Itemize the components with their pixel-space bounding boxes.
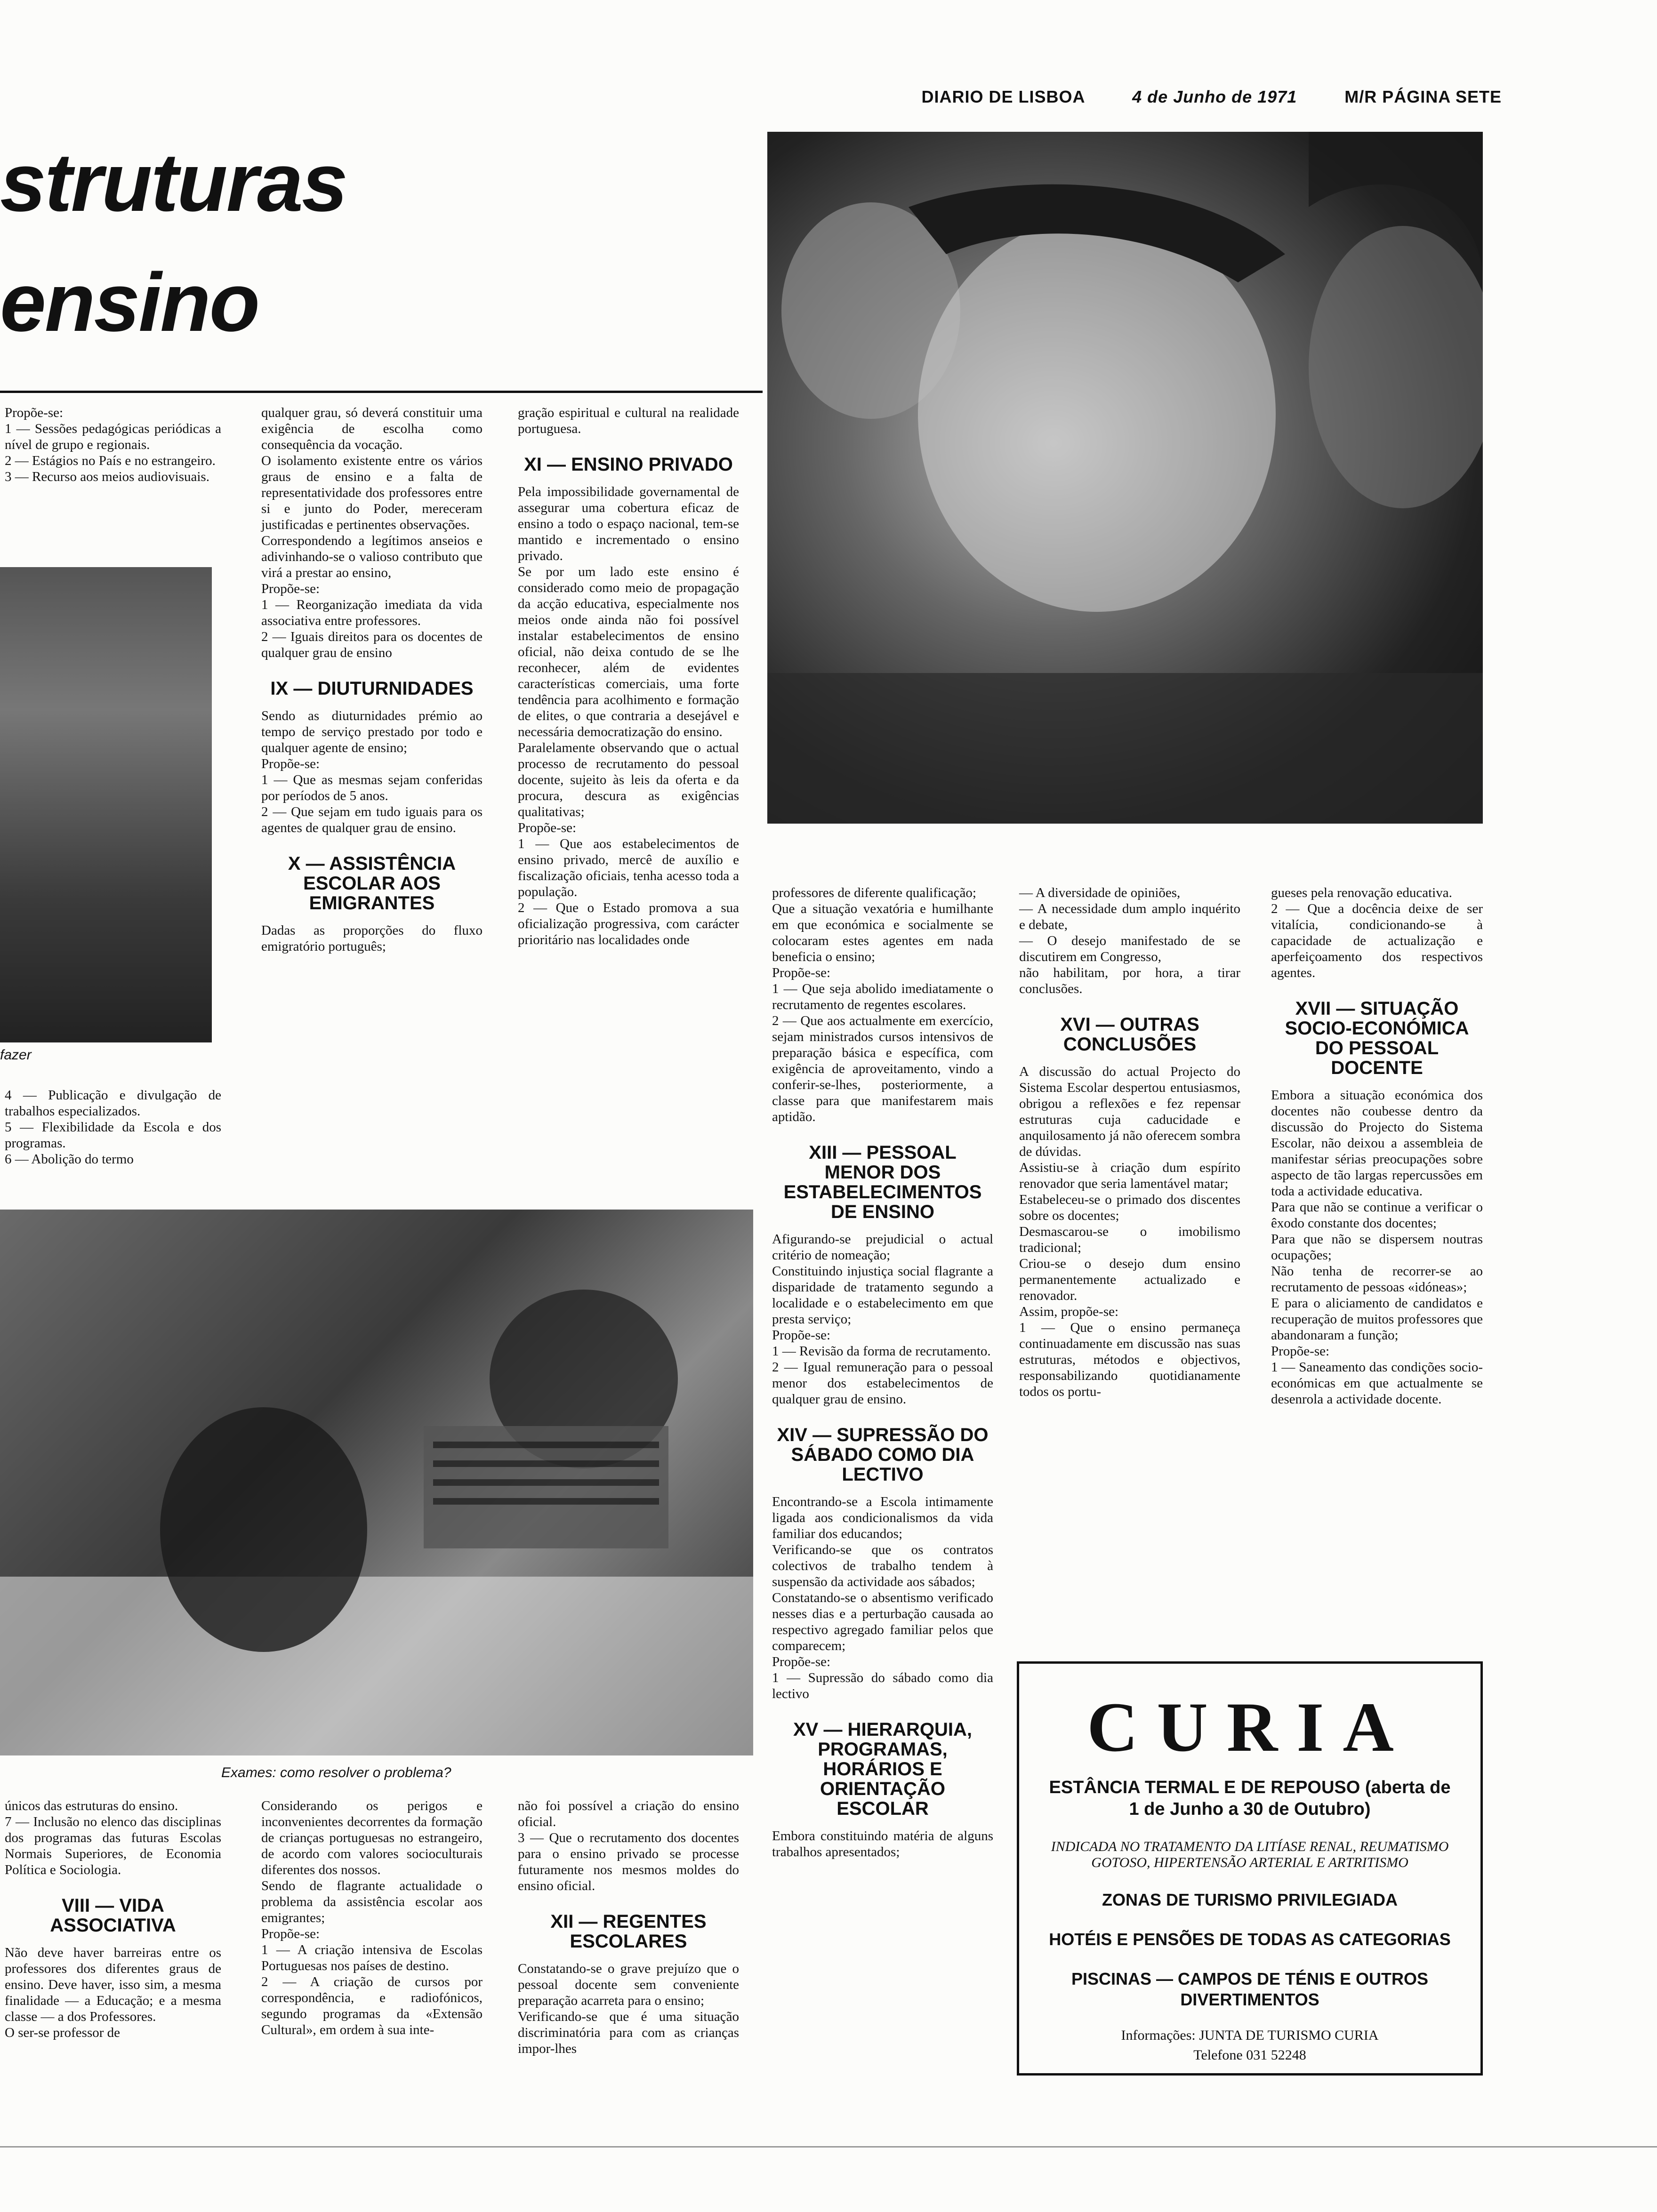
paragraph: 3 — Que o recrutamento dos docentes para o ensino privado se processe futuramente nos mesmos moldes do ensino oficial. — [518, 1830, 739, 1893]
paragraph: Se por um lado este ensino é considerado como meio de propagação da acção educativa, especialmente nos meios onde ainda não foi possível instalar estabelecimentos de ensino oficial, não deixa contudo de se lhe reconhecer, além de evidentes características comerciais, uma forte tendência para acolhimento e formação de elites, o que contraria a desejável e necessária democratização do ensino. — [518, 564, 739, 739]
paragraph: Pela impossibilidade governamental de assegurar uma cobertura eficaz de ensino a todo o espaço nacional, tem-se mantido e incrementado o ensino privado. — [518, 484, 739, 563]
paragraph: 1 — Que o ensino permaneça continuadamente em discussão nas suas estruturas, métodos e objectivos, responsabilizando quotidianamente todos os portu- — [1019, 1320, 1240, 1399]
paragraph: não foi possível a criação do ensino oficial. — [518, 1798, 739, 1829]
paragraph: 1 — Revisão da forma de recrutamento. — [772, 1344, 991, 1359]
paragraph: Constatando-se o absentismo verificado nesses dias e a perturbação causada ao respectivo agregado familiar pelos que comparecem; — [772, 1590, 993, 1653]
paragraph: 2 — Igual remuneração para o pessoal menor dos estabelecimentos de qualquer grau de ensino. — [772, 1360, 993, 1407]
paragraph: Sendo as diuturnidades prémio ao tempo de serviço prestado por todo e qualquer agente de ensino; — [261, 708, 483, 755]
ad-line-tourism: ZONAS DE TURISMO PRIVILEGIADA — [1102, 1890, 1398, 1909]
paragraph: Constatando-se o grave prejuízo que o pessoal docente sem conveniente preparação acarreta para o ensino; — [518, 1961, 739, 2008]
paragraph: qualquer grau, só deverá constituir uma exigência de escolha como consequência da vocação. — [261, 405, 483, 452]
paragraph: não habilitam, por hora, a tirar conclusões. — [1019, 965, 1240, 996]
column-a-bottom — [5, 1798, 221, 2041]
section-title-xii: XII — REGENTES ESCOLARES — [550, 1911, 707, 1952]
paragraph: Embora constituindo matéria de alguns trabalhos apresentados; — [772, 1828, 993, 1859]
column-f — [1271, 885, 1483, 1407]
section-title-xv: XV — HIERARQUIA, PROGRAMAS, HORÁRIOS E ORIENTAÇÃO ESCOLAR — [793, 1719, 973, 1819]
column-c-top — [518, 405, 739, 948]
paragraph: Propõe-se: — [5, 405, 64, 420]
paragraph: 7 — Inclusão no elenco das disciplinas dos programas das futuras Escolas Normais Superiores, de Economia Política e Sociologia. — [5, 1814, 221, 1877]
paragraph: Assim, propõe-se: — [1019, 1304, 1119, 1319]
paragraph: 1 — A criação intensiva de Escolas Portuguesas nos países de destino. — [261, 1942, 483, 1973]
page-number: M/R PÁGINA SETE — [1344, 87, 1502, 106]
outdoor-photo — [0, 567, 212, 1042]
paragraph: 2 — A criação de cursos por correspondência, e radiofónicos, segundo programas da «Extensão Cultural», em ordem à sua inte- — [261, 1974, 483, 2037]
paragraph: Para que não se dispersem noutras ocupações; — [1271, 1232, 1483, 1263]
paragraph: professores de diferente qualificação; — [772, 885, 976, 900]
paragraph: Encontrando-se a Escola intimamente ligada aos condicionalismos da vida familiar dos educandos; — [772, 1494, 993, 1541]
paragraph: Considerando os perigos e inconvenientes decorrentes da formação de crianças portuguesas no estrangeiro, de acordo com valores socioculturais diferentes dos nossos. — [261, 1798, 483, 1877]
section-title-xvi: XVI — OUTRAS CONCLUSÕES — [1060, 1014, 1199, 1055]
ad-line-pools: PISCINAS — CAMPOS DE TÉNIS E OUTROS DIVERTIMENTOS — [1071, 1969, 1429, 2009]
section-title-xiv: XIV — SUPRESSÃO DO SÁBADO COMO DIA LECTIVO — [777, 1425, 989, 1485]
paragraph: 1 — Sessões pedagógicas periódicas a nível de grupo e regionais. — [5, 421, 221, 452]
paragraph: 1 — Reorganização imediata da vida associativa entre professores. — [261, 597, 483, 628]
column-b-bottom — [261, 1798, 483, 2038]
paragraph: Verificando-se que é uma situação discriminatória para com as crianças impor-lhes — [518, 2009, 739, 2056]
ad-line-hotels: HOTÉIS E PENSÕES DE TODAS AS CATEGORIAS — [1049, 1930, 1451, 1949]
paragraph: Propõe-se: — [261, 581, 320, 596]
paragraph: 3 — Recurso aos meios audiovisuais. — [5, 469, 209, 484]
paragraph: Não tenha de recorrer-se ao recrutamento de pessoas «idóneas»; — [1271, 1264, 1483, 1295]
paragraph: Desmascarou-se o imobilismo tradicional; — [1019, 1224, 1240, 1255]
children-photo-illustration — [767, 132, 1483, 824]
newspaper-name: DIARIO DE LISBOA — [921, 87, 1085, 106]
column-e — [1019, 885, 1240, 1400]
paragraph: A discussão do actual Projecto do Sistema Escolar despertou entusiasmos, obrigou a reflexões e fez repensar estruturas cuja caducidade e anquilosamento já não oferecem sombra de dúvidas. — [1019, 1064, 1240, 1159]
paragraph: Afigurando-se prejudicial o actual critério de nomeação; — [772, 1232, 993, 1263]
headline-rule — [0, 391, 763, 393]
paragraph: Propõe-se: — [772, 1328, 831, 1343]
paragraph: Verificando-se que os contratos colectivos de trabalho tendem à suspensão da actividade aos sábados; — [772, 1542, 993, 1589]
paragraph: O isolamento existente entre os vários graus de ensino e a falta de representatividade dos professores entre si e junto do Poder, mereceram justificadas e pertinentes observações. — [261, 453, 483, 532]
bottom-rule — [0, 2146, 1657, 2148]
paragraph: Criou-se o desejo dum ensino permanentemente actualizado e renovador. — [1019, 1256, 1240, 1303]
paragraph: Propõe-se: — [772, 1654, 831, 1669]
exam-photo-caption: Exames: como resolver o problema? — [221, 1765, 451, 1780]
children-photo — [767, 132, 1483, 824]
paragraph: 1 — Que seja abolido imediatamente o recrutamento de regentes escolares. — [772, 981, 993, 1012]
paragraph: gueses pela renovação educativa. — [1271, 885, 1452, 900]
paragraph: Para que não se continue a verificar o êxodo constante dos docentes; — [1271, 1200, 1483, 1231]
paragraph: 5 — Flexibilidade da Escola e dos programas. — [5, 1120, 221, 1151]
section-title-xvii: XVII — SITUAÇÃO SOCIO-ECONÓMICA DO PESSOAL DOCENTE — [1285, 998, 1469, 1078]
paragraph: Propõe-se: — [772, 965, 831, 980]
paragraph: Paralelamente observando que o actual processo de recrutamento do pessoal docente, sujeito às leis da oferta e da procura, descura as exigências qualitativas; — [518, 740, 739, 819]
paragraph: Dadas as proporções do fluxo emigratório português; — [261, 923, 483, 954]
paragraph: únicos das estruturas do ensino. — [5, 1798, 178, 1813]
paragraph: Que a situação vexatória e humilhante em que económica e socialmente se colocaram estes agentes em nada beneficia o ensino; — [772, 901, 993, 964]
paragraph: — A diversidade de opiniões, — [1019, 885, 1181, 900]
paragraph: 2 — Iguais direitos para os docentes de qualquer grau de ensino — [261, 629, 483, 660]
paragraph: Embora a situação económica dos docentes não coubesse dentro da discussão do Projecto do Sistema Escolar, não deixou a assembleia de manifestar sérias preocupações sobre aspecto de tão largas repercussões em toda a actividade educativa. — [1271, 1088, 1483, 1199]
headline-line-2: ensino — [0, 256, 259, 349]
paragraph: gração espiritual e cultural na realidade portuguesa. — [518, 405, 739, 436]
exam-photo-illustration — [0, 1210, 753, 1755]
paragraph: 2 — Que a docência deixe de ser vitalícia, condicionando-se à capacidade de actualização e aperfeiçoamento dos respectivos agentes. — [1271, 901, 1483, 980]
column-a-top — [5, 405, 221, 485]
paragraph: 2 — Que aos actualmente em exercício, sejam ministrados cursos intensivos de preparação básica e específica, com exigência de aproveitamento, vindo a conferir-se-lhes, posteriormente, a classe para que manifestarem mais aptidão. — [772, 1013, 993, 1124]
paragraph: 1 — Que as mesmas sejam conferidas por períodos de 5 anos. — [261, 772, 483, 803]
paragraph: 2 — Que sejam em tudo iguais para os agentes de qualquer grau de ensino. — [261, 804, 483, 835]
ad-info: Informações: JUNTA DE TURISMO CURIA — [1121, 2028, 1379, 2043]
paragraph: O ser-se professor de — [5, 2025, 121, 2040]
column-d — [772, 885, 993, 1860]
paragraph: E para o aliciamento de candidatos e recuperação de muitos professores que abandonaram a função; — [1271, 1296, 1483, 1343]
section-title-x: X — ASSISTÊNCIA ESCOLAR AOS EMIGRANTES — [288, 853, 456, 914]
paragraph: Propõe-se: — [261, 756, 320, 771]
paragraph: 1 — Saneamento das condições socio-económicas em que actualmente se desenrola a actividade docente. — [1271, 1360, 1483, 1407]
paragraph: — O desejo manifestado de se discutirem em Congresso, — [1019, 933, 1240, 964]
curia-advertisement — [1017, 1661, 1483, 2076]
ad-phone: Telefone 031 52248 — [1193, 2047, 1306, 2063]
paragraph: 2 — Que o Estado promova a sua oficialização progressiva, com carácter prioritário nas localidades onde — [518, 900, 739, 947]
column-c-bottom — [518, 1798, 739, 2057]
ad-brand: CURIA — [1087, 1688, 1413, 1766]
section-title-xi: XI — ENSINO PRIVADO — [524, 454, 733, 475]
paragraph: Propõe-se: — [1271, 1344, 1330, 1359]
paragraph: 2 — Estágios no País e no estrangeiro. — [5, 453, 216, 468]
headline-line-1: struturas — [0, 136, 346, 229]
paragraph: 6 — Abolição do termo — [5, 1152, 134, 1167]
section-title-ix: IX — DIUTURNIDADES — [270, 678, 474, 699]
paragraph: Não deve haver barreiras entre os professores dos diferentes graus de ensino. Deve haver, isso sim, a mesma finalidade — a Educação; e a mesma classe — a dos Professores. — [5, 1945, 221, 2024]
paragraph: Assistiu-se à criação dum espírito renovador que seria lamentável matar; — [1019, 1160, 1240, 1191]
ad-indications: INDICADA NO TRATAMENTO DA LITÍASE RENAL, REUMATISMO GOTOSO, HIPERTENSÃO ARTERIAL E ARTRITISMO — [1051, 1839, 1449, 1870]
paragraph: Correspondendo a legítimos anseios e adivinhando-se o valioso contributo que virá a prestar ao ensino, — [261, 533, 483, 580]
issue-date: 4 de Junho de 1971 — [1132, 87, 1297, 106]
exam-photo — [0, 1210, 753, 1755]
paragraph: Propõe-se: — [261, 1926, 320, 1941]
section-title-xiii: XIII — PESSOAL MENOR DOS ESTABELECIMENTOS DE ENSINO — [783, 1142, 982, 1222]
ad-subtitle: ESTÂNCIA TERMAL E DE REPOUSO (aberta de 1 de Junho a 30 de Outubro) — [1049, 1778, 1451, 1819]
page-header — [879, 87, 1502, 107]
paragraph: 4 — Publicação e divulgação de trabalhos especializados. — [5, 1088, 221, 1119]
column-a-middle — [5, 1087, 221, 1167]
paragraph: 1 — Que aos estabelecimentos de ensino privado, mercê de auxílio e fiscalização oficiais, tenha acesso toda a população. — [518, 836, 739, 899]
outdoor-photo-caption: fazer — [0, 1047, 32, 1063]
column-b-top — [261, 405, 483, 954]
paragraph: Sendo de flagrante actualidade o problema da assistência escolar aos emigrantes; — [261, 1878, 483, 1925]
paragraph: Propõe-se: — [518, 820, 577, 835]
paragraph: Constituindo injustiça social flagrante a disparidade de tratamento segundo a localidade e o estabelecimento em que presta serviço; — [772, 1264, 993, 1327]
paragraph: — A necessidade dum amplo inquérito e debate, — [1019, 901, 1240, 932]
paragraph: 1 — Supressão do sábado como dia lectivo — [772, 1670, 993, 1701]
section-title-viii: VIII — VIDA ASSOCIATIVA — [50, 1895, 176, 1936]
paragraph: Estabeleceu-se o primado dos discentes sobre os docentes; — [1019, 1192, 1240, 1223]
